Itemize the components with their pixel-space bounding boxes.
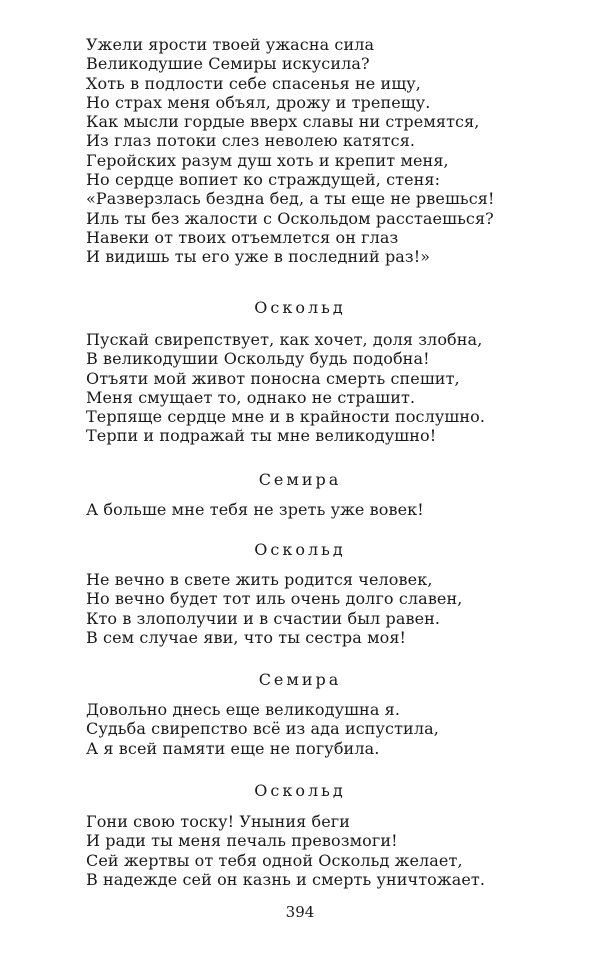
verse-line: «Разверзлась бездна бед, а ты еще не рвешься! <box>86 189 495 209</box>
verse-line: Из глаз потоки слез неволею катятся. <box>86 131 416 151</box>
verse-line: Довольно днесь еще великодушна я. <box>86 700 401 719</box>
verse-line: Навеки от твоих отъемлется он глаз <box>86 227 399 247</box>
verse-line: Как мысли гордые вверх славы ни стремятся, <box>86 112 480 132</box>
verse-line: В великодушии Оскольду будь подобна! <box>86 349 430 369</box>
speaker-name: Оскольд <box>254 298 346 317</box>
verse-line: Но вечно будет тот иль очень долго славен, <box>86 589 463 609</box>
verse-line: Но страх меня объял, дрожу и трепещу. <box>86 92 431 112</box>
verse-line: Отъяти мой живот поносна смерть спешит, <box>86 368 460 388</box>
verse-line: Хоть в подлости себе спасенья не ищу, <box>86 73 421 93</box>
verse-stanza <box>86 812 566 889</box>
verse-line: Терпи и подражай ты мне великодушно! <box>86 426 437 446</box>
verse-stanza <box>86 35 566 267</box>
verse-line: Пускай свирепствует, как хочет, доля злобна, <box>86 330 483 349</box>
verse-line: Терпяще сердце мне и в крайности послушно. <box>86 407 486 427</box>
verse-stanza <box>86 330 566 446</box>
speaker-name: Оскольд <box>254 781 346 800</box>
speaker-name: Семира <box>258 670 342 689</box>
verse-line: И ради ты меня печаль превозмоги! <box>86 831 398 851</box>
verse-line: Но сердце вопиет ко страждущей, стеня: <box>86 170 441 190</box>
verse-line: Гони свою тоску! Уныния беги <box>86 812 351 831</box>
verse-line: Иль ты без жалости с Оскольдом расстаешься? <box>86 208 494 228</box>
speaker-name: Оскольд <box>254 540 346 559</box>
verse-line: Геройских разум душ хоть и крепит меня, <box>86 150 449 170</box>
verse-line: А больше мне тебя не зреть уже вовек! <box>86 500 424 519</box>
page-number: 394 <box>285 903 315 921</box>
verse-line: Ужели ярости твоей ужасна сила <box>86 35 375 54</box>
verse-line: Сей жертвы от тебя одной Оскольд желает, <box>86 850 463 870</box>
verse-line: И видишь ты его уже в последний раз!» <box>86 247 431 267</box>
verse-stanza <box>86 500 566 519</box>
verse-line: Меня смущает то, однако не страшит. <box>86 387 416 407</box>
verse-line: Кто в злополучии и в счастии был равен. <box>86 608 441 628</box>
verse-line: Судьба свирепство всё из ада испустила, <box>86 719 439 739</box>
speaker-name: Семира <box>258 470 342 489</box>
verse-stanza <box>86 570 566 647</box>
verse-line: А я всей памяти еще не погубила. <box>86 738 380 758</box>
verse-line: В сем случае яви, что ты сестра моя! <box>86 627 407 647</box>
verse-line: В надежде сей он казнь и смерть уничтожает. <box>86 869 486 889</box>
verse-line: Не вечно в свете жить родится человек, <box>86 570 433 589</box>
verse-stanza <box>86 700 566 758</box>
verse-line: Великодушие Семиры искусила? <box>86 54 370 74</box>
